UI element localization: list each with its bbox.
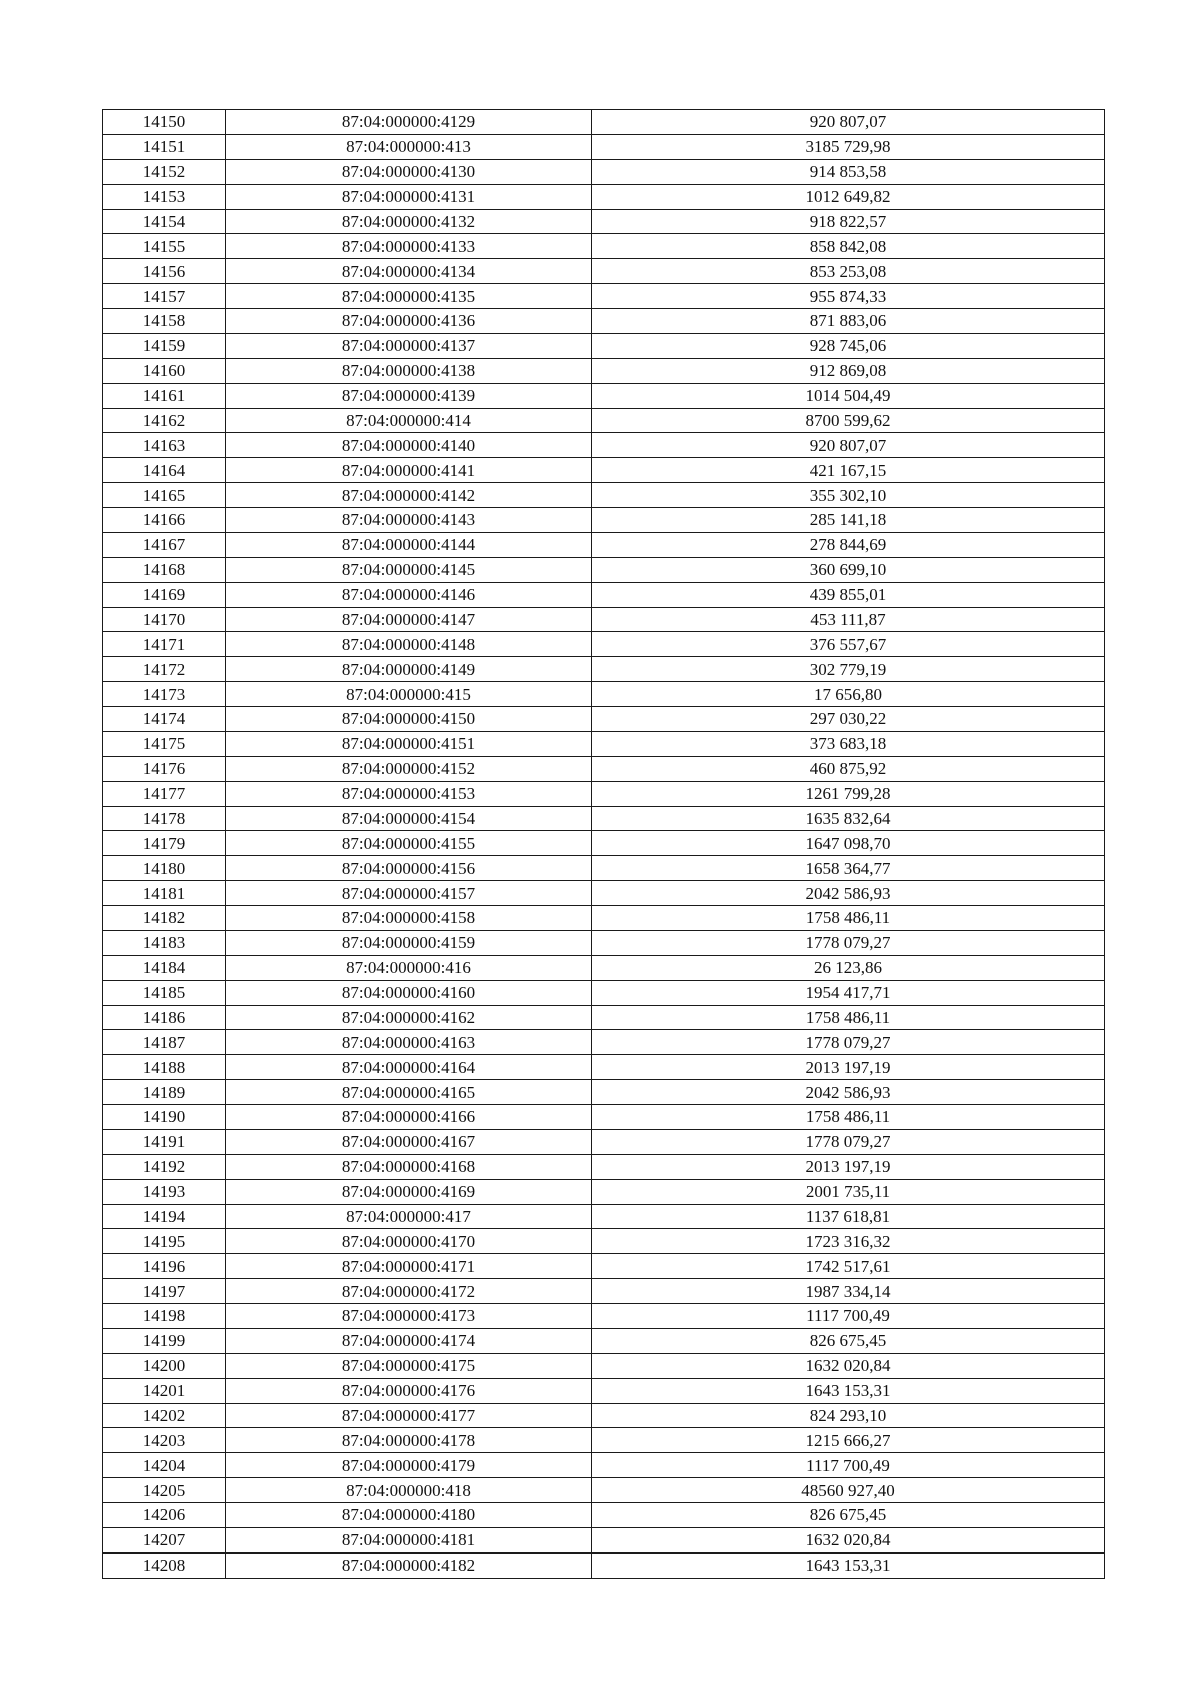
cadastral-number-cell: 87:04:000000:4140 xyxy=(226,433,592,458)
row-number-cell: 14155 xyxy=(103,234,226,259)
table-row xyxy=(103,1353,1105,1378)
table-row xyxy=(103,756,1105,781)
table-body xyxy=(103,110,1105,1579)
table-row xyxy=(103,184,1105,209)
cadastral-number-cell: 87:04:000000:4137 xyxy=(226,333,592,358)
cadastral-number-cell: 87:04:000000:4176 xyxy=(226,1378,592,1403)
row-number-cell: 14207 xyxy=(103,1527,226,1552)
cadastral-value-cell: 1261 799,28 xyxy=(592,781,1105,806)
cadastral-value-cell: 1658 364,77 xyxy=(592,856,1105,881)
cadastral-number-cell: 87:04:000000:4157 xyxy=(226,881,592,906)
table-row xyxy=(103,632,1105,657)
row-number-cell: 14196 xyxy=(103,1254,226,1279)
row-number-cell: 14194 xyxy=(103,1204,226,1229)
cadastral-value-cell: 1778 079,27 xyxy=(592,930,1105,955)
row-number-cell: 14175 xyxy=(103,731,226,756)
row-number-cell: 14179 xyxy=(103,831,226,856)
table-row xyxy=(103,1080,1105,1105)
table-row xyxy=(103,1279,1105,1304)
table-row xyxy=(103,209,1105,234)
table-row xyxy=(103,881,1105,906)
row-number-cell: 14204 xyxy=(103,1453,226,1478)
table-row xyxy=(103,383,1105,408)
cadastral-value-cell: 1758 486,11 xyxy=(592,1005,1105,1030)
table-row xyxy=(103,856,1105,881)
cadastral-number-cell: 87:04:000000:4174 xyxy=(226,1328,592,1353)
cadastral-number-cell: 87:04:000000:4152 xyxy=(226,756,592,781)
cadastral-value-cell: 302 779,19 xyxy=(592,657,1105,682)
cadastral-value-cell: 360 699,10 xyxy=(592,557,1105,582)
cadastral-value-cell: 376 557,67 xyxy=(592,632,1105,657)
table-row xyxy=(103,1179,1105,1204)
cadastral-value-cell: 1215 666,27 xyxy=(592,1428,1105,1453)
row-number-cell: 14151 xyxy=(103,134,226,159)
cadastral-value-cell: 2042 586,93 xyxy=(592,881,1105,906)
cadastral-number-cell: 87:04:000000:4132 xyxy=(226,209,592,234)
cadastral-number-cell: 87:04:000000:4171 xyxy=(226,1254,592,1279)
cadastral-number-cell: 87:04:000000:4168 xyxy=(226,1154,592,1179)
cadastral-number-cell: 87:04:000000:4166 xyxy=(226,1105,592,1130)
row-number-cell: 14206 xyxy=(103,1503,226,1528)
cadastral-value-cell: 853 253,08 xyxy=(592,259,1105,284)
row-number-cell: 14190 xyxy=(103,1105,226,1130)
cadastral-number-cell: 87:04:000000:4172 xyxy=(226,1279,592,1304)
table-row xyxy=(103,433,1105,458)
cadastral-number-cell: 87:04:000000:4146 xyxy=(226,582,592,607)
cadastral-value-cell: 285 141,18 xyxy=(592,508,1105,533)
cadastral-number-cell: 87:04:000000:4179 xyxy=(226,1453,592,1478)
row-number-cell: 14198 xyxy=(103,1304,226,1329)
cadastral-value-cell: 1758 486,11 xyxy=(592,1105,1105,1130)
table-row xyxy=(103,532,1105,557)
row-number-cell: 14203 xyxy=(103,1428,226,1453)
row-number-cell: 14168 xyxy=(103,557,226,582)
cadastral-number-cell: 87:04:000000:4181 xyxy=(226,1527,592,1552)
cadastral-value-table xyxy=(102,109,1105,1579)
row-number-cell: 14160 xyxy=(103,358,226,383)
cadastral-value-cell: 278 844,69 xyxy=(592,532,1105,557)
cadastral-value-cell: 17 656,80 xyxy=(592,682,1105,707)
cadastral-value-cell: 48560 927,40 xyxy=(592,1478,1105,1503)
row-number-cell: 14180 xyxy=(103,856,226,881)
cadastral-value-cell: 1954 417,71 xyxy=(592,980,1105,1005)
cadastral-number-cell: 87:04:000000:4170 xyxy=(226,1229,592,1254)
cadastral-number-cell: 87:04:000000:417 xyxy=(226,1204,592,1229)
row-number-cell: 14169 xyxy=(103,582,226,607)
table-row xyxy=(103,408,1105,433)
table-row xyxy=(103,1503,1105,1528)
row-number-cell: 14157 xyxy=(103,284,226,309)
cadastral-number-cell: 87:04:000000:4173 xyxy=(226,1304,592,1329)
cadastral-number-cell: 87:04:000000:4135 xyxy=(226,284,592,309)
cadastral-number-cell: 87:04:000000:4154 xyxy=(226,806,592,831)
cadastral-value-cell: 453 111,87 xyxy=(592,607,1105,632)
cadastral-value-cell: 824 293,10 xyxy=(592,1403,1105,1428)
cadastral-value-cell: 2001 735,11 xyxy=(592,1179,1105,1204)
cadastral-value-cell: 1643 153,31 xyxy=(592,1378,1105,1403)
cadastral-number-cell: 87:04:000000:4169 xyxy=(226,1179,592,1204)
row-number-cell: 14171 xyxy=(103,632,226,657)
cadastral-number-cell: 87:04:000000:4131 xyxy=(226,184,592,209)
table-row xyxy=(103,707,1105,732)
cadastral-value-cell: 1632 020,84 xyxy=(592,1527,1105,1552)
table-row xyxy=(103,1478,1105,1503)
cadastral-number-cell: 87:04:000000:4160 xyxy=(226,980,592,1005)
row-number-cell: 14184 xyxy=(103,955,226,980)
table-row xyxy=(103,557,1105,582)
cadastral-value-cell: 826 675,45 xyxy=(592,1328,1105,1353)
cadastral-value-cell: 460 875,92 xyxy=(592,756,1105,781)
cadastral-value-cell: 920 807,07 xyxy=(592,433,1105,458)
cadastral-number-cell: 87:04:000000:4180 xyxy=(226,1503,592,1528)
table-row xyxy=(103,333,1105,358)
table-row xyxy=(103,134,1105,159)
cadastral-number-cell: 87:04:000000:4134 xyxy=(226,259,592,284)
row-number-cell: 14200 xyxy=(103,1353,226,1378)
cadastral-number-cell: 87:04:000000:4159 xyxy=(226,930,592,955)
cadastral-value-cell: 2042 586,93 xyxy=(592,1080,1105,1105)
cadastral-number-cell: 87:04:000000:413 xyxy=(226,134,592,159)
cadastral-value-cell: 871 883,06 xyxy=(592,309,1105,334)
cadastral-number-cell: 87:04:000000:4182 xyxy=(226,1553,592,1578)
row-number-cell: 14164 xyxy=(103,458,226,483)
cadastral-value-cell: 1643 153,31 xyxy=(592,1553,1105,1578)
table-row xyxy=(103,1030,1105,1055)
table-row xyxy=(103,309,1105,334)
cadastral-value-cell: 8700 599,62 xyxy=(592,408,1105,433)
table-row xyxy=(103,358,1105,383)
cadastral-value-cell: 373 683,18 xyxy=(592,731,1105,756)
table-row xyxy=(103,607,1105,632)
cadastral-number-cell: 87:04:000000:4136 xyxy=(226,309,592,334)
row-number-cell: 14167 xyxy=(103,532,226,557)
cadastral-value-cell: 2013 197,19 xyxy=(592,1055,1105,1080)
cadastral-number-cell: 87:04:000000:4143 xyxy=(226,508,592,533)
cadastral-value-cell: 1137 618,81 xyxy=(592,1204,1105,1229)
row-number-cell: 14195 xyxy=(103,1229,226,1254)
row-number-cell: 14158 xyxy=(103,309,226,334)
row-number-cell: 14201 xyxy=(103,1378,226,1403)
cadastral-number-cell: 87:04:000000:418 xyxy=(226,1478,592,1503)
cadastral-value-cell: 1723 316,32 xyxy=(592,1229,1105,1254)
table-row xyxy=(103,1403,1105,1428)
table-row xyxy=(103,1304,1105,1329)
cadastral-number-cell: 87:04:000000:4167 xyxy=(226,1129,592,1154)
table-row xyxy=(103,582,1105,607)
cadastral-number-cell: 87:04:000000:415 xyxy=(226,682,592,707)
table-row xyxy=(103,657,1105,682)
cadastral-value-cell: 1632 020,84 xyxy=(592,1353,1105,1378)
row-number-cell: 14174 xyxy=(103,707,226,732)
row-number-cell: 14163 xyxy=(103,433,226,458)
cadastral-value-cell: 912 869,08 xyxy=(592,358,1105,383)
cadastral-number-cell: 87:04:000000:4162 xyxy=(226,1005,592,1030)
row-number-cell: 14202 xyxy=(103,1403,226,1428)
row-number-cell: 14173 xyxy=(103,682,226,707)
cadastral-value-cell: 955 874,33 xyxy=(592,284,1105,309)
cadastral-number-cell: 87:04:000000:4155 xyxy=(226,831,592,856)
cadastral-number-cell: 87:04:000000:4142 xyxy=(226,483,592,508)
table-row xyxy=(103,1328,1105,1353)
cadastral-number-cell: 87:04:000000:4144 xyxy=(226,532,592,557)
row-number-cell: 14181 xyxy=(103,881,226,906)
row-number-cell: 14166 xyxy=(103,508,226,533)
cadastral-value-cell: 355 302,10 xyxy=(592,483,1105,508)
row-number-cell: 14170 xyxy=(103,607,226,632)
cadastral-number-cell: 87:04:000000:4164 xyxy=(226,1055,592,1080)
row-number-cell: 14205 xyxy=(103,1478,226,1503)
table-row xyxy=(103,980,1105,1005)
table-row xyxy=(103,1527,1105,1552)
row-number-cell: 14165 xyxy=(103,483,226,508)
row-number-cell: 14208 xyxy=(103,1553,226,1578)
cadastral-value-cell: 1987 334,14 xyxy=(592,1279,1105,1304)
cadastral-number-cell: 87:04:000000:4150 xyxy=(226,707,592,732)
table-row xyxy=(103,1204,1105,1229)
cadastral-number-cell: 87:04:000000:4149 xyxy=(226,657,592,682)
cadastral-number-cell: 87:04:000000:4156 xyxy=(226,856,592,881)
table-row xyxy=(103,1254,1105,1279)
row-number-cell: 14192 xyxy=(103,1154,226,1179)
row-number-cell: 14185 xyxy=(103,980,226,1005)
cadastral-number-cell: 87:04:000000:414 xyxy=(226,408,592,433)
cadastral-number-cell: 87:04:000000:4138 xyxy=(226,358,592,383)
cadastral-value-cell: 1117 700,49 xyxy=(592,1453,1105,1478)
table-row xyxy=(103,1428,1105,1453)
table-row xyxy=(103,483,1105,508)
cadastral-number-cell: 87:04:000000:4158 xyxy=(226,906,592,931)
table-row xyxy=(103,1378,1105,1403)
row-number-cell: 14178 xyxy=(103,806,226,831)
cadastral-value-cell: 920 807,07 xyxy=(592,110,1105,135)
row-number-cell: 14150 xyxy=(103,110,226,135)
cadastral-number-cell: 87:04:000000:4129 xyxy=(226,110,592,135)
row-number-cell: 14152 xyxy=(103,159,226,184)
table-row xyxy=(103,234,1105,259)
cadastral-value-cell: 858 842,08 xyxy=(592,234,1105,259)
cadastral-value-cell: 3185 729,98 xyxy=(592,134,1105,159)
row-number-cell: 14193 xyxy=(103,1179,226,1204)
table-row xyxy=(103,682,1105,707)
cadastral-value-cell: 297 030,22 xyxy=(592,707,1105,732)
cadastral-value-cell: 1742 517,61 xyxy=(592,1254,1105,1279)
cadastral-value-cell: 1647 098,70 xyxy=(592,831,1105,856)
table-row xyxy=(103,1055,1105,1080)
table-row xyxy=(103,259,1105,284)
table-row xyxy=(103,508,1105,533)
row-number-cell: 14199 xyxy=(103,1328,226,1353)
cadastral-value-cell: 1635 832,64 xyxy=(592,806,1105,831)
cadastral-value-cell: 928 745,06 xyxy=(592,333,1105,358)
row-number-cell: 14162 xyxy=(103,408,226,433)
cadastral-number-cell: 87:04:000000:4148 xyxy=(226,632,592,657)
cadastral-value-cell: 826 675,45 xyxy=(592,1503,1105,1528)
cadastral-value-cell: 26 123,86 xyxy=(592,955,1105,980)
cadastral-number-cell: 87:04:000000:4130 xyxy=(226,159,592,184)
row-number-cell: 14172 xyxy=(103,657,226,682)
cadastral-value-cell: 1117 700,49 xyxy=(592,1304,1105,1329)
cadastral-value-cell: 439 855,01 xyxy=(592,582,1105,607)
table-row xyxy=(103,110,1105,135)
table-row xyxy=(103,781,1105,806)
table-row xyxy=(103,1453,1105,1478)
cadastral-value-cell: 1778 079,27 xyxy=(592,1129,1105,1154)
row-number-cell: 14189 xyxy=(103,1080,226,1105)
table-row xyxy=(103,930,1105,955)
cadastral-number-cell: 87:04:000000:4145 xyxy=(226,557,592,582)
row-number-cell: 14176 xyxy=(103,756,226,781)
cadastral-value-cell: 918 822,57 xyxy=(592,209,1105,234)
row-number-cell: 14159 xyxy=(103,333,226,358)
table-row xyxy=(103,831,1105,856)
table-row xyxy=(103,458,1105,483)
cadastral-value-cell: 1778 079,27 xyxy=(592,1030,1105,1055)
table-row xyxy=(103,1105,1105,1130)
table-row xyxy=(103,1553,1105,1578)
row-number-cell: 14182 xyxy=(103,906,226,931)
cadastral-number-cell: 87:04:000000:4165 xyxy=(226,1080,592,1105)
cadastral-number-cell: 87:04:000000:4141 xyxy=(226,458,592,483)
row-number-cell: 14188 xyxy=(103,1055,226,1080)
table-row xyxy=(103,731,1105,756)
cadastral-number-cell: 87:04:000000:4147 xyxy=(226,607,592,632)
row-number-cell: 14187 xyxy=(103,1030,226,1055)
cadastral-value-cell: 421 167,15 xyxy=(592,458,1105,483)
cadastral-value-cell: 1758 486,11 xyxy=(592,906,1105,931)
cadastral-value-cell: 1014 504,49 xyxy=(592,383,1105,408)
cadastral-number-cell: 87:04:000000:4175 xyxy=(226,1353,592,1378)
cadastral-value-cell: 914 853,58 xyxy=(592,159,1105,184)
row-number-cell: 14191 xyxy=(103,1129,226,1154)
cadastral-number-cell: 87:04:000000:4133 xyxy=(226,234,592,259)
row-number-cell: 14183 xyxy=(103,930,226,955)
cadastral-number-cell: 87:04:000000:416 xyxy=(226,955,592,980)
cadastral-value-cell: 2013 197,19 xyxy=(592,1154,1105,1179)
cadastral-number-cell: 87:04:000000:4153 xyxy=(226,781,592,806)
table-row xyxy=(103,159,1105,184)
cadastral-number-cell: 87:04:000000:4177 xyxy=(226,1403,592,1428)
row-number-cell: 14177 xyxy=(103,781,226,806)
table-row xyxy=(103,284,1105,309)
table-row xyxy=(103,806,1105,831)
row-number-cell: 14156 xyxy=(103,259,226,284)
cadastral-number-cell: 87:04:000000:4139 xyxy=(226,383,592,408)
cadastral-number-cell: 87:04:000000:4151 xyxy=(226,731,592,756)
cadastral-value-cell: 1012 649,82 xyxy=(592,184,1105,209)
row-number-cell: 14186 xyxy=(103,1005,226,1030)
row-number-cell: 14154 xyxy=(103,209,226,234)
table-row xyxy=(103,1229,1105,1254)
cadastral-number-cell: 87:04:000000:4178 xyxy=(226,1428,592,1453)
table-row xyxy=(103,906,1105,931)
row-number-cell: 14197 xyxy=(103,1279,226,1304)
cadastral-number-cell: 87:04:000000:4163 xyxy=(226,1030,592,1055)
row-number-cell: 14153 xyxy=(103,184,226,209)
table-row xyxy=(103,1005,1105,1030)
row-number-cell: 14161 xyxy=(103,383,226,408)
table-row xyxy=(103,955,1105,980)
table-row xyxy=(103,1154,1105,1179)
table-row xyxy=(103,1129,1105,1154)
